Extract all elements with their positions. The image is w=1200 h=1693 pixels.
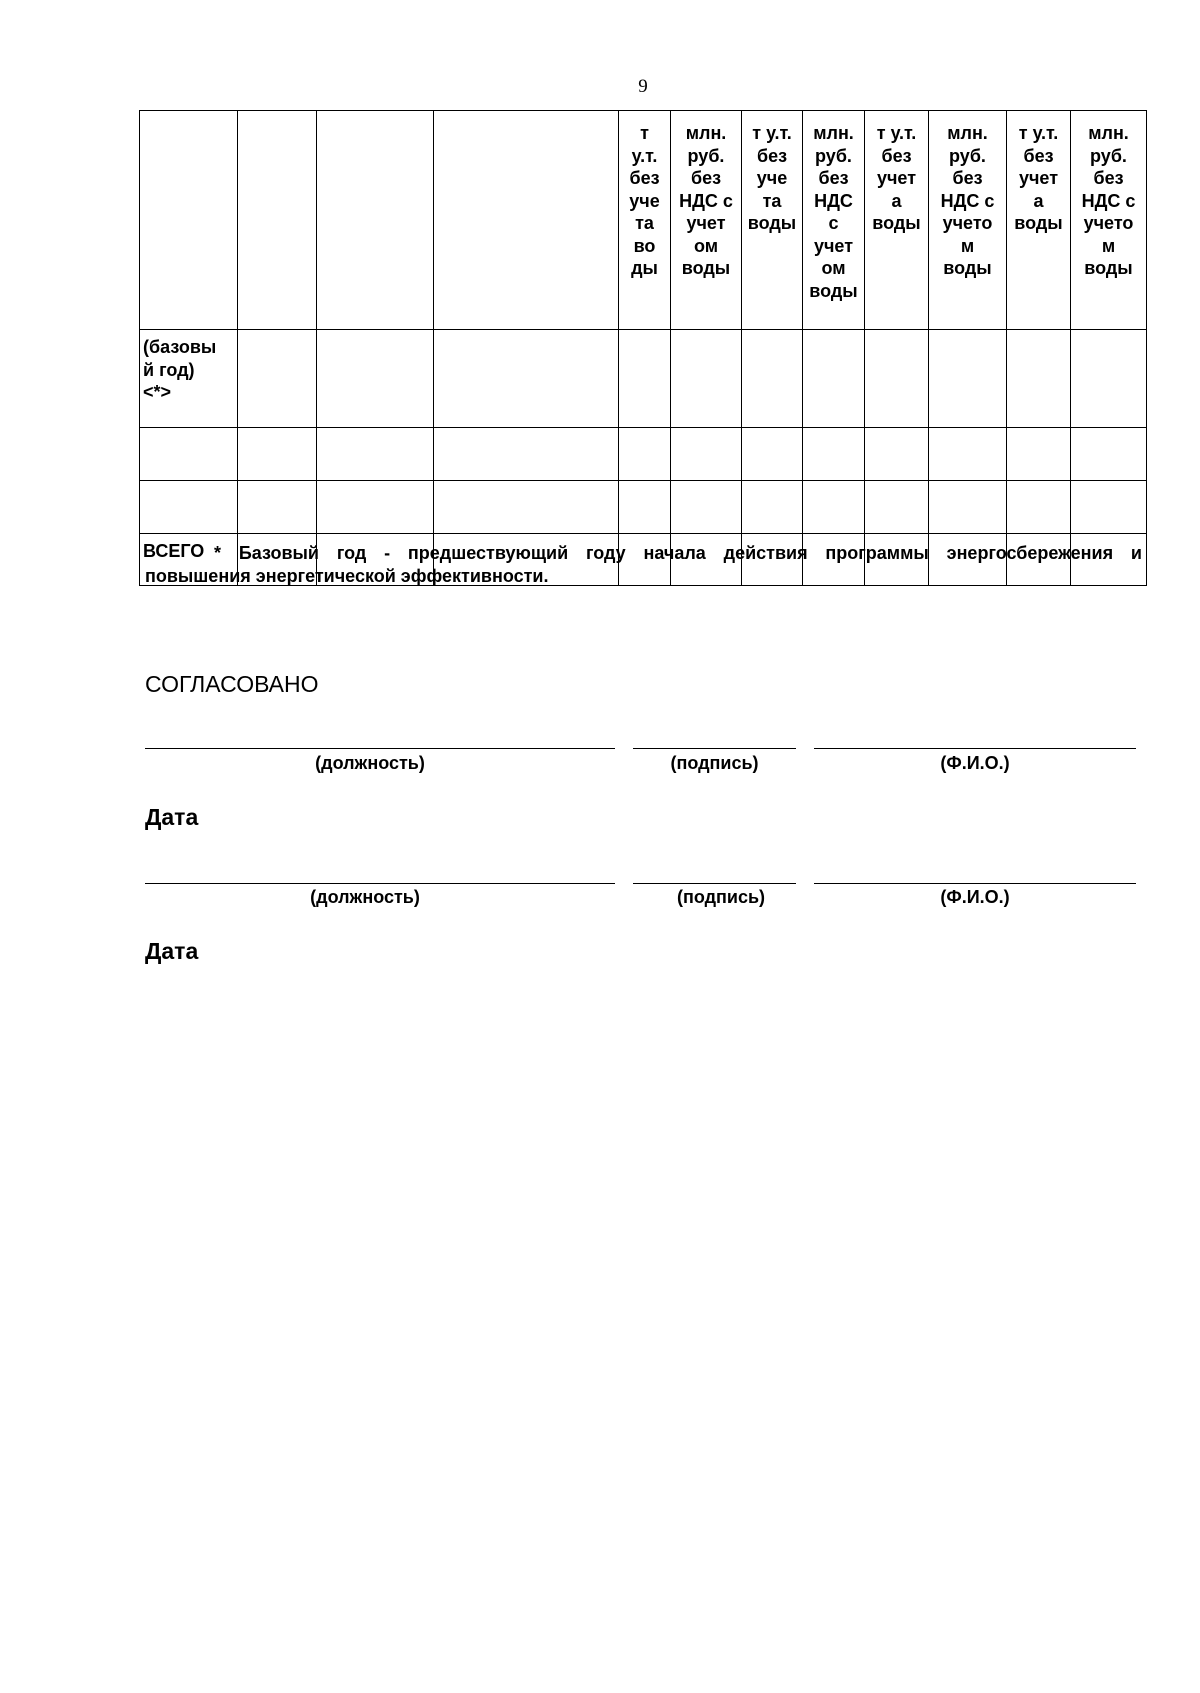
unit-header-text: т у.т. без учет а воды xyxy=(872,123,921,233)
row-label-cell xyxy=(140,428,238,481)
signature-label: (подпись) xyxy=(670,753,759,773)
table-cell xyxy=(1007,481,1071,534)
unit-header-text: млн. руб. без НДС с учето м воды xyxy=(1081,123,1136,278)
unit-header-cell xyxy=(929,111,1007,330)
table-cell xyxy=(619,481,671,534)
table-cell xyxy=(238,330,317,428)
row-label-cell xyxy=(140,330,238,428)
table-cell xyxy=(434,428,619,481)
table-row xyxy=(140,481,1147,534)
position-label: (должность) xyxy=(310,887,420,907)
row-label: (базовы й год) <*> xyxy=(143,337,217,402)
unit-header-text: т у.т. без уче та воды xyxy=(747,123,797,233)
table-cell xyxy=(317,111,434,330)
table-cell xyxy=(317,428,434,481)
unit-header-cell xyxy=(742,111,803,330)
table-cell xyxy=(742,481,803,534)
name-line xyxy=(814,883,1136,884)
signature-line xyxy=(633,883,796,884)
table-cell xyxy=(803,481,865,534)
unit-header-text: млн. руб. без НДС с учето м воды xyxy=(940,123,995,278)
table-cell xyxy=(619,428,671,481)
position-line xyxy=(145,748,615,749)
energy-savings-table xyxy=(139,110,1147,586)
table-cell xyxy=(434,111,619,330)
table-cell xyxy=(929,428,1007,481)
footnote-line-1: * Базовый год - предшествующий году начала действия программы энергосбережения и xyxy=(214,543,1142,563)
table-cell xyxy=(671,481,742,534)
total-label: ВСЕГО xyxy=(143,541,205,561)
table-cell xyxy=(865,330,929,428)
unit-header-text: т у.т. без учет а воды xyxy=(1014,123,1063,233)
table-cell xyxy=(929,481,1007,534)
table-cell xyxy=(1071,428,1147,481)
table-cell xyxy=(929,330,1007,428)
unit-header-cell xyxy=(671,111,742,330)
position-label: (должность) xyxy=(315,753,425,773)
position-line xyxy=(145,883,615,884)
table-row xyxy=(140,330,1147,428)
table-cell xyxy=(238,111,317,330)
table-cell xyxy=(803,330,865,428)
signature-label: (подпись) xyxy=(676,887,766,907)
signature-line xyxy=(633,748,796,749)
table-cell xyxy=(434,330,619,428)
table-cell xyxy=(1007,428,1071,481)
unit-header-text: млн. руб. без НДС с учет ом воды xyxy=(809,123,858,301)
row-label-cell xyxy=(140,481,238,534)
table-cell xyxy=(671,330,742,428)
table-cell xyxy=(1071,330,1147,428)
table-cell xyxy=(238,428,317,481)
unit-header-cell xyxy=(803,111,865,330)
table-cell xyxy=(317,330,434,428)
unit-header-cell xyxy=(1071,111,1147,330)
table-cell xyxy=(1007,330,1071,428)
page-number: 9 xyxy=(638,76,648,97)
table-cell xyxy=(434,481,619,534)
table-cell xyxy=(742,330,803,428)
approval-title: СОГЛАСОВАНО xyxy=(145,671,319,697)
footnote-line-2: повышения энергетической эффективности. xyxy=(145,566,549,586)
table-cell xyxy=(238,481,317,534)
table-cell xyxy=(865,428,929,481)
name-label: (Ф.И.О.) xyxy=(940,887,1010,907)
footnote xyxy=(145,542,1142,588)
table-row xyxy=(140,428,1147,481)
table-cell xyxy=(742,428,803,481)
table-cell xyxy=(619,330,671,428)
unit-header-cell xyxy=(1007,111,1071,330)
unit-header-text: млн. руб. без НДС с учет ом воды xyxy=(679,123,733,278)
unit-header-text: т у.т. без уче та во ды xyxy=(629,123,660,278)
table-cell xyxy=(1071,481,1147,534)
name-line xyxy=(814,748,1136,749)
date-label: Дата xyxy=(145,804,199,830)
table-cell xyxy=(865,481,929,534)
table-cell xyxy=(317,481,434,534)
table-cell xyxy=(671,428,742,481)
unit-header-cell xyxy=(619,111,671,330)
table-cell xyxy=(140,111,238,330)
unit-header-cell xyxy=(865,111,929,330)
table-header-row xyxy=(140,111,1147,330)
date-label: Дата xyxy=(145,938,199,964)
table-cell xyxy=(803,428,865,481)
name-label: (Ф.И.О.) xyxy=(940,753,1010,773)
